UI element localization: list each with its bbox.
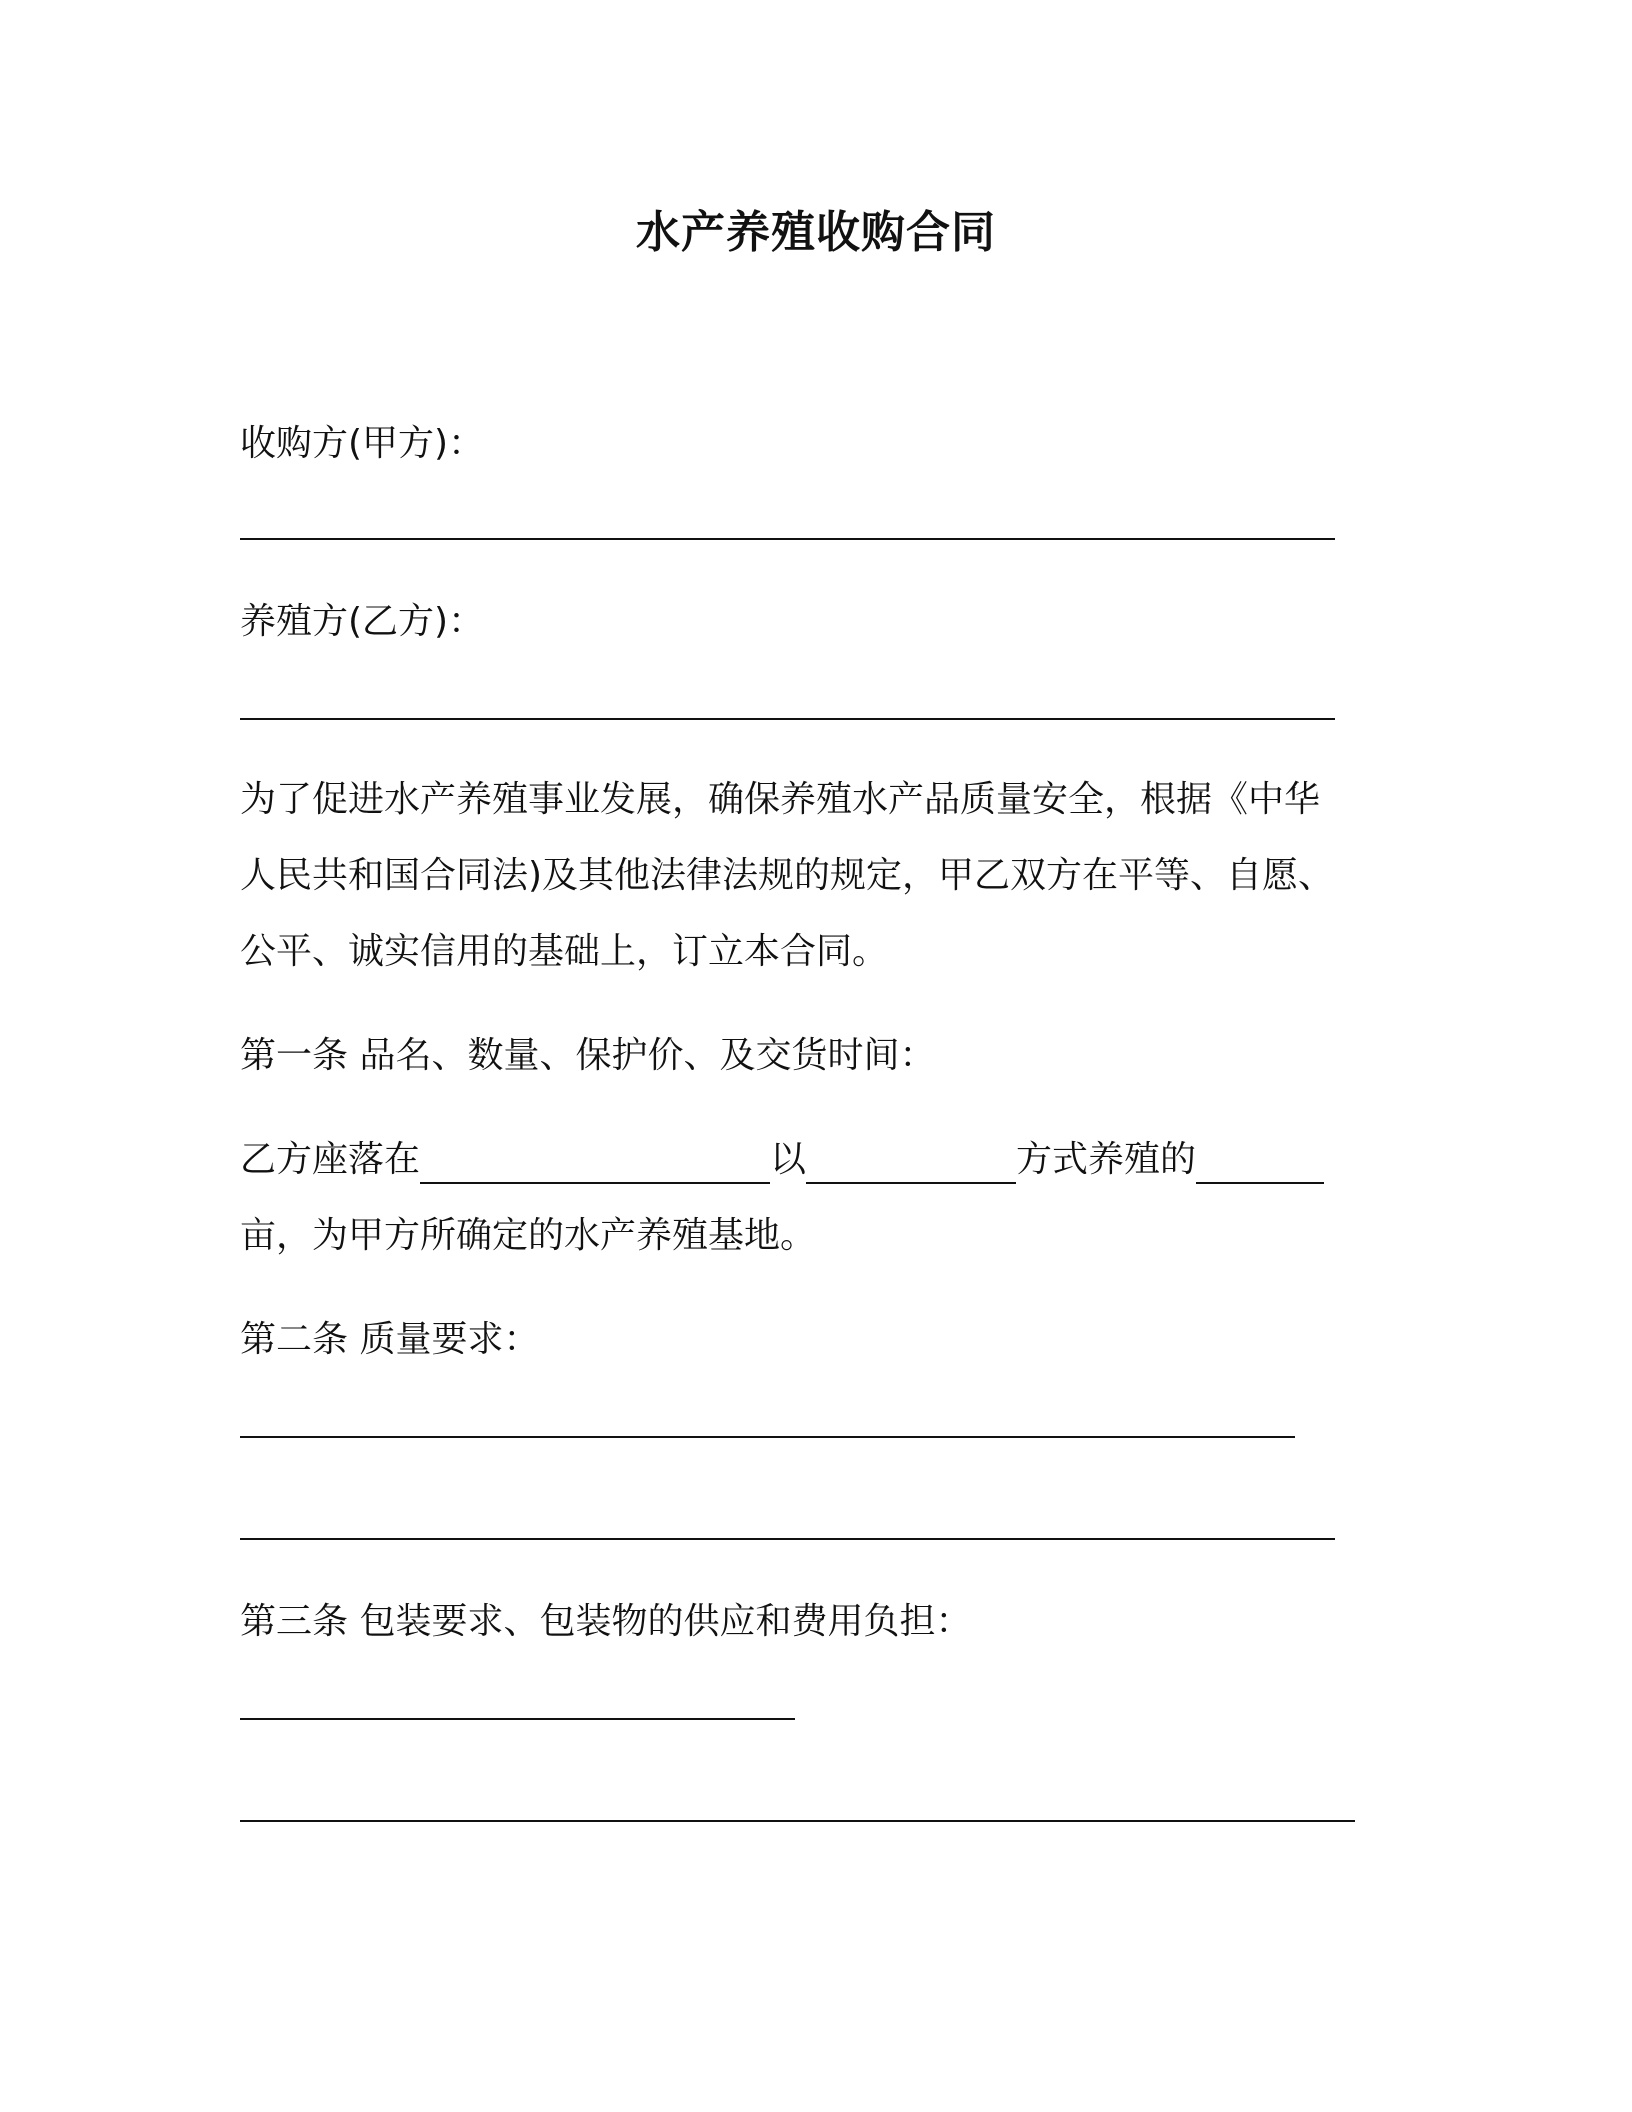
party-b-label: 养殖方(乙方)： bbox=[240, 601, 485, 642]
party-a-blank[interactable] bbox=[240, 538, 1335, 540]
article1-text-location: 乙方座落在 bbox=[240, 1139, 421, 1180]
preamble-line-1: 为了促进水产养殖事业发展，确保养殖水产品质量安全，根据《中华 bbox=[240, 779, 1321, 820]
article1-text-method: 以 bbox=[770, 1139, 807, 1180]
article2-heading: 第二条 质量要求： bbox=[240, 1319, 540, 1360]
preamble-line-3: 公平、诚实信用的基础上，订立本合同。 bbox=[240, 931, 889, 972]
preamble-line-2: 人民共和国合同法)及其他法律法规的规定，甲乙双方在平等、自愿、 bbox=[240, 855, 1335, 896]
party-b-blank[interactable] bbox=[240, 718, 1335, 720]
location-blank[interactable] bbox=[420, 1144, 770, 1184]
quality-blank-1[interactable] bbox=[240, 1436, 1295, 1438]
quality-blank-2[interactable] bbox=[240, 1538, 1335, 1540]
article1-heading: 第一条 品名、数量、保护价、及交货时间： bbox=[240, 1035, 936, 1076]
area-blank[interactable] bbox=[1196, 1144, 1324, 1184]
document-title: 水产养殖收购合同 bbox=[636, 207, 996, 258]
article3-heading: 第三条 包装要求、包装物的供应和费用负担： bbox=[240, 1601, 972, 1642]
article1-text-farmed: 方式养殖的 bbox=[1016, 1139, 1197, 1180]
article1-fill-line bbox=[240, 1136, 1324, 1184]
packaging-blank-2[interactable] bbox=[240, 1820, 1355, 1822]
article1-line-2: 亩，为甲方所确定的水产养殖基地。 bbox=[240, 1215, 817, 1256]
packaging-blank-1[interactable] bbox=[240, 1718, 795, 1720]
method-blank[interactable] bbox=[806, 1144, 1016, 1184]
party-a-label: 收购方(甲方)： bbox=[240, 423, 485, 464]
